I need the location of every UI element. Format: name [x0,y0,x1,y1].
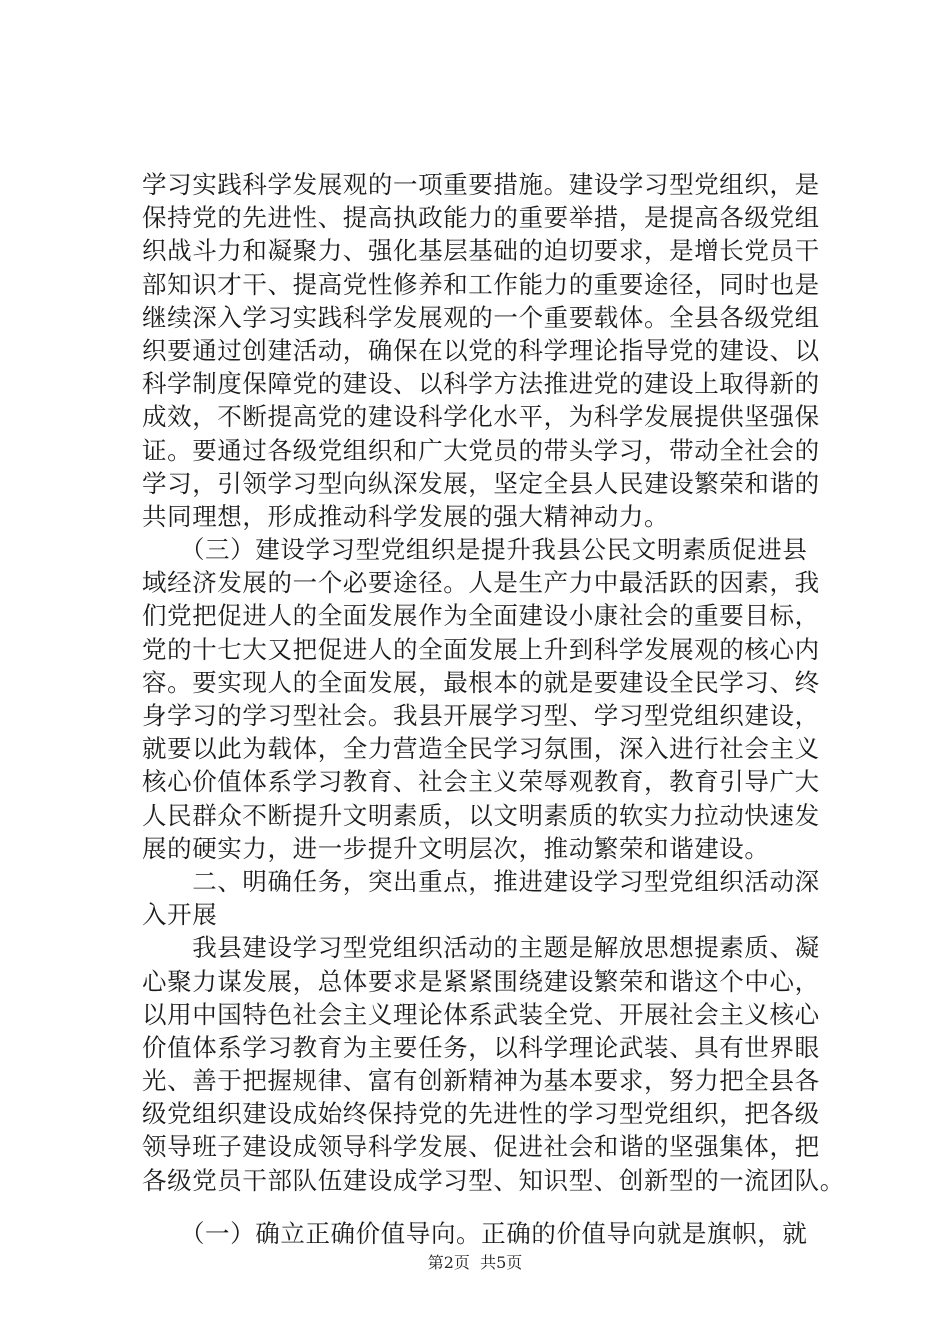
text-line: 入开展 [142,900,218,930]
text-line: 核心价值体系学习教育、社会主义荣辱观教育，教育引导广大 [142,767,820,797]
text-line: 保持党的先进性、提高执政能力的重要举措，是提高各级党组 [142,203,820,233]
text-line: 科学制度保障党的建设、以科学方法推进党的建设上取得新的 [142,369,820,399]
text-line: 就要以此为载体，全力营造全民学习氛围，深入进行社会主义 [142,734,820,764]
text-line: 继续深入学习实践科学发展观的一个重要载体。全县各级党组 [142,302,820,332]
page-footer: 第2页 共5页 [427,1253,523,1272]
text-line: 以用中国特色社会主义理论体系武装全党、开展社会主义核心 [142,999,820,1029]
text-line: 学习实践科学发展观的一项重要措施。建设学习型党组织，是 [142,170,820,199]
text-line: 部知识才干、提高党性修养和工作能力的重要途径，同时也是 [142,269,820,299]
text-line: （一）确立正确价值导向。正确的价值导向就是旗帜，就 [142,1218,808,1248]
body-text-part-1 [142,168,845,1197]
text-line: 价值体系学习教育为主要任务，以科学理论武装、具有世界眼 [142,1032,820,1062]
text-line: 心聚力谋发展，总体要求是紧紧围绕建设繁荣和谐这个中心， [142,966,820,996]
text-line: 织要通过创建活动，确保在以党的科学理论指导党的建设、以 [142,335,820,365]
text-line: 成效，不断提高党的建设科学化水平，为科学发展提供坚强保 [142,402,820,432]
text-line: 各级党员干部队伍建设成学习型、知识型、创新型的一流团队。 [142,1165,845,1195]
body-text-part-2 [142,1217,832,1250]
text-line: 党的十七大又把促进人的全面发展上升到科学发展观的核心内 [142,634,820,664]
text-line: 容。要实现人的全面发展，最根本的就是要建设全民学习、终 [142,667,820,697]
body-text [142,168,845,1250]
text-line: 织战斗力和凝聚力、强化基层基础的迫切要求，是增长党员干 [142,236,820,266]
text-line: （三）建设学习型党组织是提升我县公民文明素质促进县 [142,535,808,565]
text-line: 身学习的学习型社会。我县开展学习型、学习型党组织建设， [142,701,820,730]
paragraph-gap [142,1197,832,1217]
text-line: 们党把促进人的全面发展作为全面建设小康社会的重要目标， [142,601,820,631]
text-line: 光、善于把握规律、富有创新精神为基本要求，努力把全县各 [142,1066,820,1096]
text-line: 展的硬实力，进一步提升文明层次，推动繁荣和谐建设。 [142,833,770,863]
text-line: 共同理想，形成推动科学发展的强大精神动力。 [142,501,670,531]
text-line: 证。要通过各级党组织和广大党员的带头学习，带动全社会的 [142,435,820,465]
text-line: 学习，引领学习型向纵深发展，坚定全县人民建设繁荣和谐的 [142,468,820,498]
text-line: 级党组织建设成始终保持党的先进性的学习型党组织，把各级 [142,1099,820,1129]
text-line: 我县建设学习型党组织活动的主题是解放思想提素质、凝 [142,933,820,963]
text-line: 域经济发展的一个必要途径。人是生产力中最活跃的因素，我 [142,568,820,598]
text-line: 领导班子建设成领导科学发展、促进社会和谐的坚强集体，把 [142,1132,820,1162]
text-line: 人民群众不断提升文明素质，以文明素质的软实力拉动快速发 [142,800,820,830]
text-line: 二、明确任务，突出重点，推进建设学习型党组织活动深 [142,866,820,896]
